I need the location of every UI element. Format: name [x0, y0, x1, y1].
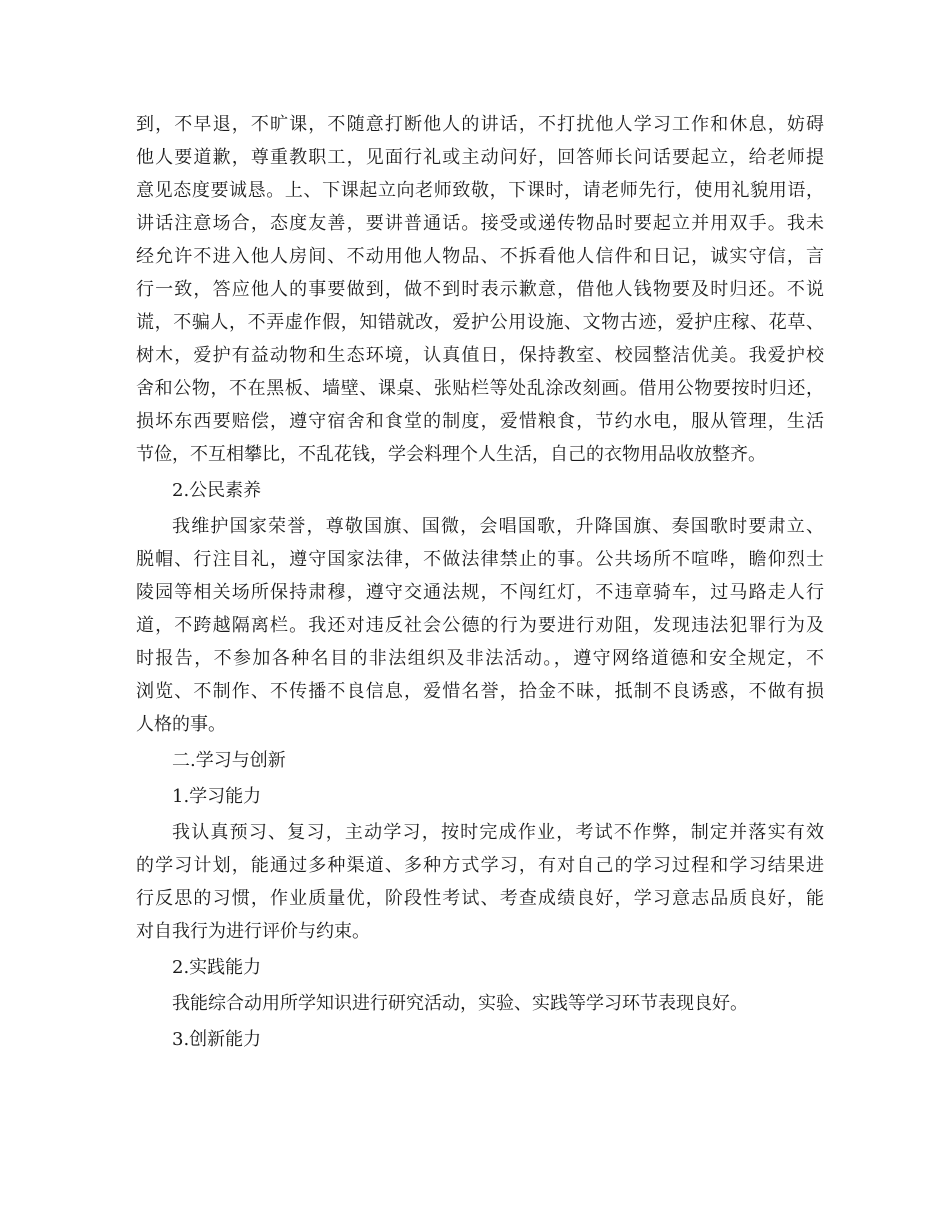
text-line: 我能综合动用所学知识进行研究活动，实验、实践等学习环节表现良好。: [172, 993, 748, 1014]
text-line: 他人要道歉，尊重教职工，见面行礼或主动问好，回答师长问话要起立，给老师提: [136, 147, 824, 168]
paragraph: [136, 987, 824, 1020]
text-line: 行反思的习惯，作业质量优，阶段性考试、考查成绩良好，学习意志品质良好，能: [136, 888, 824, 909]
text-line: 陵园等相关场所保持肃穆，遵守交通法规，不闯红灯，不违章骑车，过马路走人行: [136, 582, 824, 603]
heading-text: 1.学习能力: [172, 786, 262, 807]
text-line: 道，不跨越隔离栏。我还对违反社会公德的行为要进行劝阻，发现违法犯罪行为及: [136, 615, 824, 636]
text-line: 到，不早退，不旷课，不随意打断他人的讲话，不打扰他人学习工作和休息，妨碍: [136, 114, 824, 135]
section-heading: [136, 780, 824, 813]
text-line: 我维护国家荣誉，尊敬国旗、国微，会唱国歌，升降国旗、奏国歌时要肃立、: [172, 516, 824, 537]
text-line: 时报告，不参加各种名目的非法组织及非法活动。，遵守网络道德和安全规定，不: [136, 648, 824, 669]
text-line: 意见态度要诚恳。上、下课起立向老师致敬，下课时，请老师先行，使用礼貌用语，: [136, 180, 824, 201]
text-line: 脱帽、行注目礼，遵守国家法律，不做法律禁止的事。公共场所不喧哗，瞻仰烈士: [136, 549, 824, 570]
text-line: 的学习计划，能通过多种渠道、多种方式学习，有对自己的学习过程和学习结果进: [136, 855, 824, 876]
text-line: 树木，爱护有益动物和生态环境，认真值日，保持教室、校园整洁优美。我爱护校: [136, 345, 824, 366]
heading-text: 2.实践能力: [172, 957, 262, 978]
document-body: [136, 108, 824, 1059]
text-line: 浏览、不制作、不传播不良信息，爱惜名誉，拾金不昧，抵制不良诱惑，不做有损: [136, 681, 824, 702]
text-line: 人格的事。: [136, 714, 226, 735]
text-line: 损坏东西要赔偿，遵守宿舍和食堂的制度，爱惜粮食，节约水电，服从管理，生活: [136, 411, 824, 432]
heading-text: 2.公民素养: [172, 480, 262, 501]
text-line: 我认真预习、复习，主动学习，按时完成作业，考试不作弊，制定并落实有效: [172, 822, 824, 843]
section-heading: [136, 1023, 824, 1056]
text-line: 舍和公物，不在黑板、墙壁、课桌、张贴栏等处乱涂改刻画。借用公物要按时归还，: [136, 378, 824, 399]
paragraph: [136, 510, 824, 741]
paragraph-gap: [136, 1056, 824, 1059]
heading-text: 3.创新能力: [172, 1029, 262, 1050]
text-line: 讲话注意场合，态度友善，要讲普通话。接受或递传物品时要起立并用双手。我未: [136, 213, 824, 234]
paragraph: [136, 108, 824, 471]
section-heading: [136, 744, 824, 777]
section-heading: [136, 474, 824, 507]
text-line: 谎，不骗人，不弄虚作假，知错就改，爱护公用设施、文物古迹，爱护庄稼、花草、: [136, 312, 824, 333]
text-line: 节俭，不互相攀比，不乱花钱，学会料理个人生活，自己的衣物用品收放整齐。: [136, 444, 766, 465]
text-line: 经允许不进入他人房间、不动用他人物品、不拆看他人信件和日记，诚实守信，言: [136, 246, 824, 267]
text-line: 行一致，答应他人的事要做到，做不到时表示歉意，借他人钱物要及时归还。不说: [136, 279, 824, 300]
text-line: 对自我行为进行评价与约束。: [136, 921, 370, 942]
paragraph: [136, 816, 824, 948]
section-heading: [136, 951, 824, 984]
heading-text: 二.学习与创新: [172, 750, 286, 771]
